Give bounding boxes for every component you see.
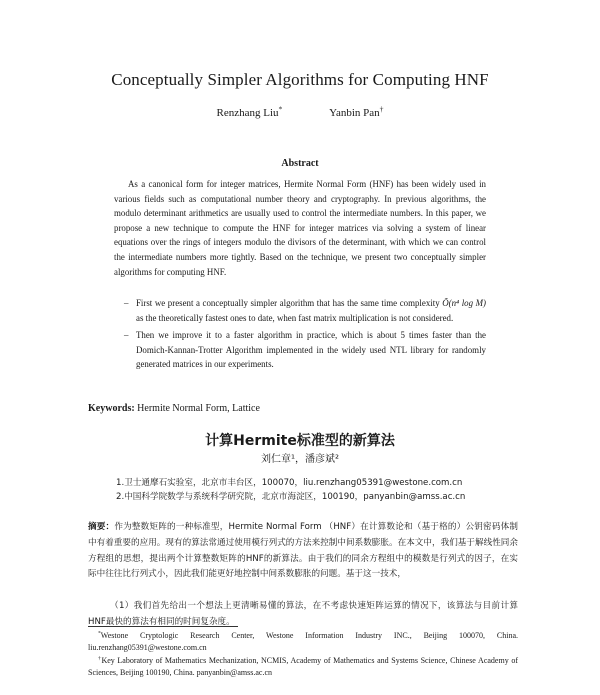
bullet-dash: – (124, 330, 129, 341)
abstract-body: As a canonical form for integer matrices, Hermite Normal Form (HNF) has been widely used in various fields such as computational number theory and cryptography. In previous algorithms, the modulo determinant arithmetics are usually used to control the intermediate numbers. In this paper, we propose a new technique to compute the HNF for integer matrices via solving a system of linear equations over the rings of integers modulo the divisors of the determinant, with which we can control the intermediate numbers more tightly. Based on the technique, we present two conceptually simpler algorithms for computing HNF. (114, 179, 486, 277)
footnote-2: †Key Laboratory of Mathematics Mechanization, NCMIS, Academy of Mathematics and Systems Science, Chinese Academy of Sciences, Beijing 100190, China. panyanbin@amss.ac.cn (88, 655, 519, 677)
keywords (88, 403, 260, 414)
paper-title: Conceptually Simpler Algorithms for Computing HNF (111, 70, 489, 89)
keywords-label: Keywords: (88, 403, 135, 414)
footnote-1: *Westone Cryptologic Research Center, Westone Information Industry INC., Beijing 100070, China. liu.renzhang05391@westone.com.cn (88, 630, 518, 652)
footnote-rule (88, 626, 238, 627)
chinese-title: 计算Hermite标准型的新算法 (205, 433, 395, 449)
list-item: – First we present a conceptually simpler algorithm that has the same time complexity Õ(n⁴ log M) as the theoretically fastest ones to date, when fast matrix multiplication is not considered. (124, 298, 486, 323)
contribution-list (124, 296, 486, 375)
chinese-abstract (88, 520, 518, 583)
bullet-dash: – (124, 298, 129, 308)
author-1: Renzhang Liu* (216, 104, 283, 119)
abstract-heading: Abstract (281, 158, 319, 169)
complexity-formula: Õ(n⁴ log M) (442, 298, 486, 308)
affiliation-1: 1.卫士通摩石实验室，北京市丰台区，100070，liu.renzhang05391@westone.com.cn (116, 478, 463, 488)
list-item: – Then we improve it to a faster algorithm in practice, which is about 5 times faster than the Domich-Kannan-Trotter Algorithm implemented in the widely used NTL library for randomly generated matrices in our experiments. (124, 330, 486, 370)
chinese-authors: 刘仁章¹，潘彦斌² (260, 454, 340, 465)
affiliation-2: 2.中国科学院数学与系统科学研究院，北京市海淀区，100190，panyanbin@amss.ac.cn (116, 492, 466, 502)
chinese-abstract-item-1: （1）我们首先给出一个想法上更清晰易懂的算法，在不考虑快速矩阵运算的情况下，该算法与目前计算HNF最快的算法有相同的时间复杂度。 (88, 601, 518, 627)
keywords-text: Hermite Normal Form, Lattice (137, 403, 260, 414)
chinese-abstract-label: 摘要： (88, 522, 115, 532)
author-2: Yanbin Pan† (329, 104, 384, 119)
author-line (0, 104, 600, 119)
chinese-abstract-text: 作为整数矩阵的一种标准型，Hermite Normal Form （HNF）在计算数论和（基于格的）公钥密码体制中有着重要的应用。现有的算法常通过使用模行列式的方法来控制中间系数膨胀。在本文中，我们基于解线性同余方程组的思想，提出两个计算整数矩阵的HNF的新算法。由于我们的同余方程组中的模数是行列式的因子，在实际中往往比行列式小，因此我们能更好地控制中间系数膨胀的问题。基于这一技术， (88, 522, 518, 580)
